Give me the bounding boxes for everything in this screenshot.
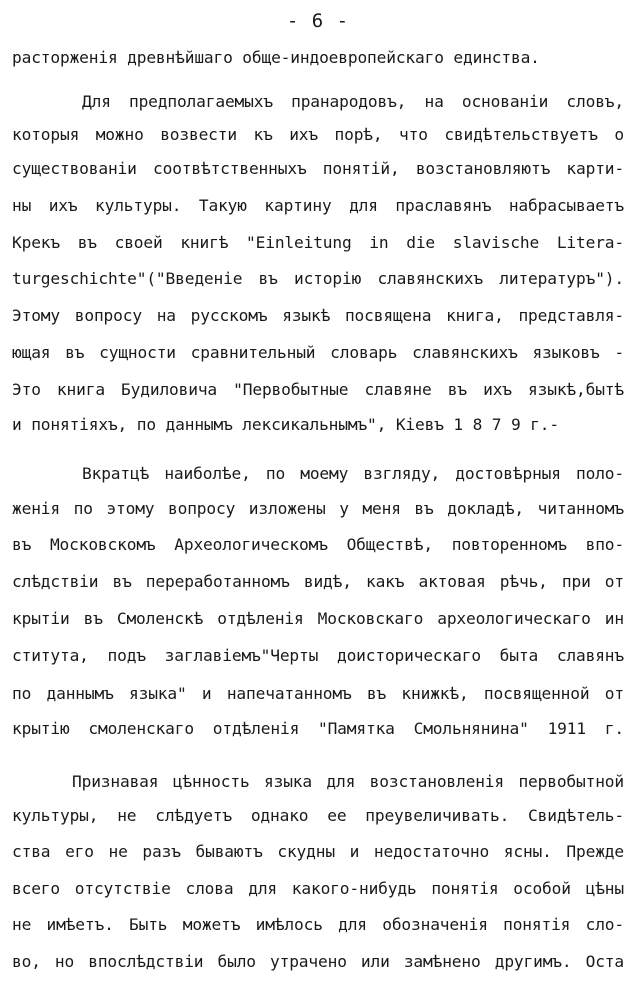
text-line: слѣдствіи въ переработанномъ видѣ, какъ актовая рѣчь, при от — [12, 572, 624, 591]
text-line: которыя можно возвести къ ихъ порѣ, что свидѣтельствуетъ о — [12, 125, 624, 144]
text-line: въ Московскомъ Археологическомъ Обществѣ, повторенномъ впо- — [12, 535, 624, 554]
text-line: расторженія древнѣйшаго обще-индоевропейскаго единства. — [12, 48, 540, 67]
text-line: ститута, подъ заглавіемъ"Черты доисторическаго быта славянъ — [12, 646, 624, 665]
text-line: не имѣетъ. Быть можетъ имѣлось для обозначенія понятія сло- — [12, 915, 624, 934]
paragraph-first-line: Вкратцѣ наиболѣе, по моему взгляду, достовѣрныя поло- — [82, 464, 624, 483]
text-line: женія по этому вопросу изложены у меня въ докладѣ, читанномъ — [12, 499, 624, 518]
text-line: крытіи въ Смоленскѣ отдѣленія Московскаго археологическаго ин — [12, 609, 624, 628]
text-line: культуры, не слѣдуетъ однако ее преувеличивать. Свидѣтель- — [12, 806, 624, 825]
text-line: во, но впослѣдствіи было утрачено или замѣнено другимъ. Оста — [12, 952, 624, 971]
text-line: крытію смоленскаго отдѣленія "Памятка Смольнянина" 1911 г. — [12, 719, 624, 738]
text-line: Это книга Будиловича "Первобытные славяне въ ихъ языкѣ,бытѣ — [12, 380, 624, 399]
text-line: Этому вопросу на русскомъ языкѣ посвящена книга, представля- — [12, 306, 624, 325]
text-line: ющая въ сущности сравнительный словарь славянскихъ языковъ - — [12, 343, 624, 362]
text-line: по даннымъ языка" и напечатанномъ въ книжкѣ, посвященной от — [12, 684, 624, 703]
paragraph-first-line: Для предполагаемыхъ пранародовъ, на основаніи словъ, — [82, 92, 624, 111]
text-line: turgeschichte"("Введеніе въ исторію славянскихъ литературъ"). — [12, 269, 624, 288]
paragraph-first-line: Признавая цѣнность языка для возстановленія первобытной — [72, 772, 624, 791]
text-line: всего отсутствіе слова для какого-нибудь понятія особой цѣны — [12, 879, 624, 898]
page-number: - 6 - — [286, 10, 350, 32]
text-line: Крекъ въ своей книгѣ "Einleitung in die slavische Litera- — [12, 233, 624, 252]
text-line: существованіи соотвѣтственныхъ понятій, возстановляютъ карти- — [12, 159, 624, 178]
text-line: ны ихъ культуры. Такую картину для праславянъ набрасываетъ — [12, 196, 624, 215]
text-line: и понятіяхъ, по даннымъ лексикальнымъ", Кіевъ 1 8 7 9 г.- — [12, 415, 559, 434]
text-line: ства его не разъ бываютъ скудны и недостаточно ясны. Прежде — [12, 842, 624, 861]
